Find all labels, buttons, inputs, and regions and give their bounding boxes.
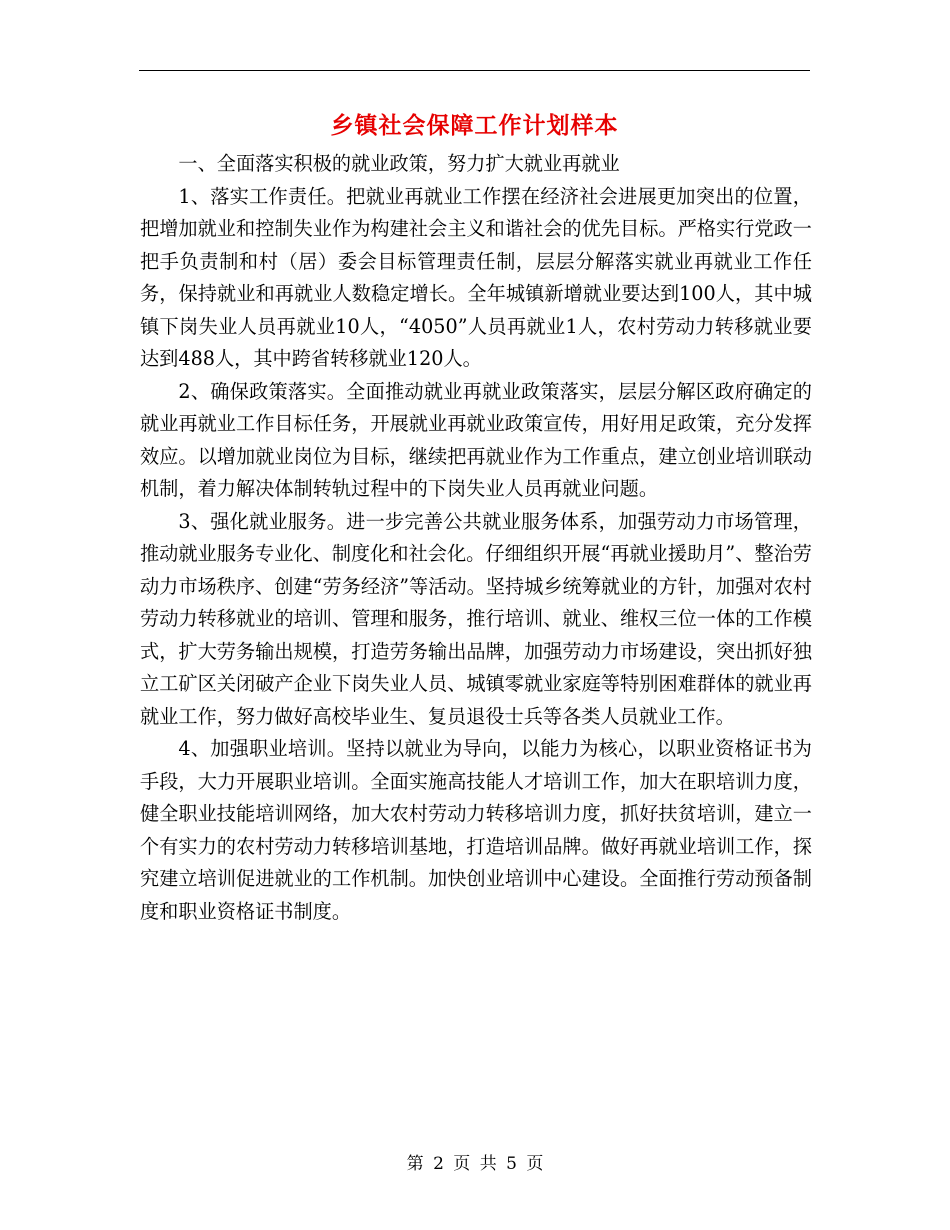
section-heading: 一、全面落实积极的就业政策，努力扩大就业再就业 [178, 152, 620, 175]
header-rule [139, 70, 810, 71]
paragraph-4: 4、加强职业培训。坚持以就业为导向，以能力为核心，以职业资格证书为手段，大力开展职业培训。全面实施高技能人才培训工作，加大在职培训力度，健全职业技能培训网络，加大农村劳动力转移培训力度，抓好扶贫培训，建立一个有实力的农村劳动力转移培训基地，打造培训品牌。做好再就业培训工作，探究建立培训促进就业的工作机制。加快创业培训中心建设。全面推行劳动预备制度和职业资格证书制度。 [140, 737, 812, 923]
document-body [140, 148, 812, 928]
document-title: 乡镇社会保障工作计划样本 [330, 112, 619, 139]
paragraph-1: 1、落实工作责任。把就业再就业工作摆在经济社会进展更加突出的位置，把增加就业和控制失业作为构建社会主义和谐社会的优先目标。严格实行党政一把手负责制和村（居）委会目标管理责任制，层层分解落实就业再就业工作任务，保持就业和再就业人数稳定增长。全年城镇新增就业要达到100人，其中城镇下岗失业人员再就业10人，“4050”人员再就业1人，农村劳动力转移就业要达到488人，其中跨省转移就业120人。 [140, 184, 812, 370]
page-number-footer: 第 2 页 共 5 页 [406, 1154, 544, 1174]
paragraph-3: 3、强化就业服务。进一步完善公共就业服务体系，加强劳动力市场管理，推动就业服务专业化、制度化和社会化。仔细组织开展“再就业援助月”、整治劳动力市场秩序、创建“劳务经济”等活动。坚持城乡统筹就业的方针，加强对农村劳动力转移就业的培训、管理和服务，推行培训、就业、维权三位一体的工作模式，扩大劳务输出规模，打造劳务输出品牌，加强劳动力市场建设，突出抓好独立工矿区关闭破产企业下岗失业人员、城镇零就业家庭等特别困难群体的就业再就业工作，努力做好高校毕业生、复员退役士兵等各类人员就业工作。 [140, 509, 812, 728]
paragraph-2: 2、确保政策落实。全面推动就业再就业政策落实，层层分解区政府确定的就业再就业工作目标任务，开展就业再就业政策宣传，用好用足政策，充分发挥效应。以增加就业岗位为目标，继续把再就业作为工作重点，建立创业培训联动机制，着力解决体制转轨过程中的下岗失业人员再就业问题。 [140, 379, 812, 500]
